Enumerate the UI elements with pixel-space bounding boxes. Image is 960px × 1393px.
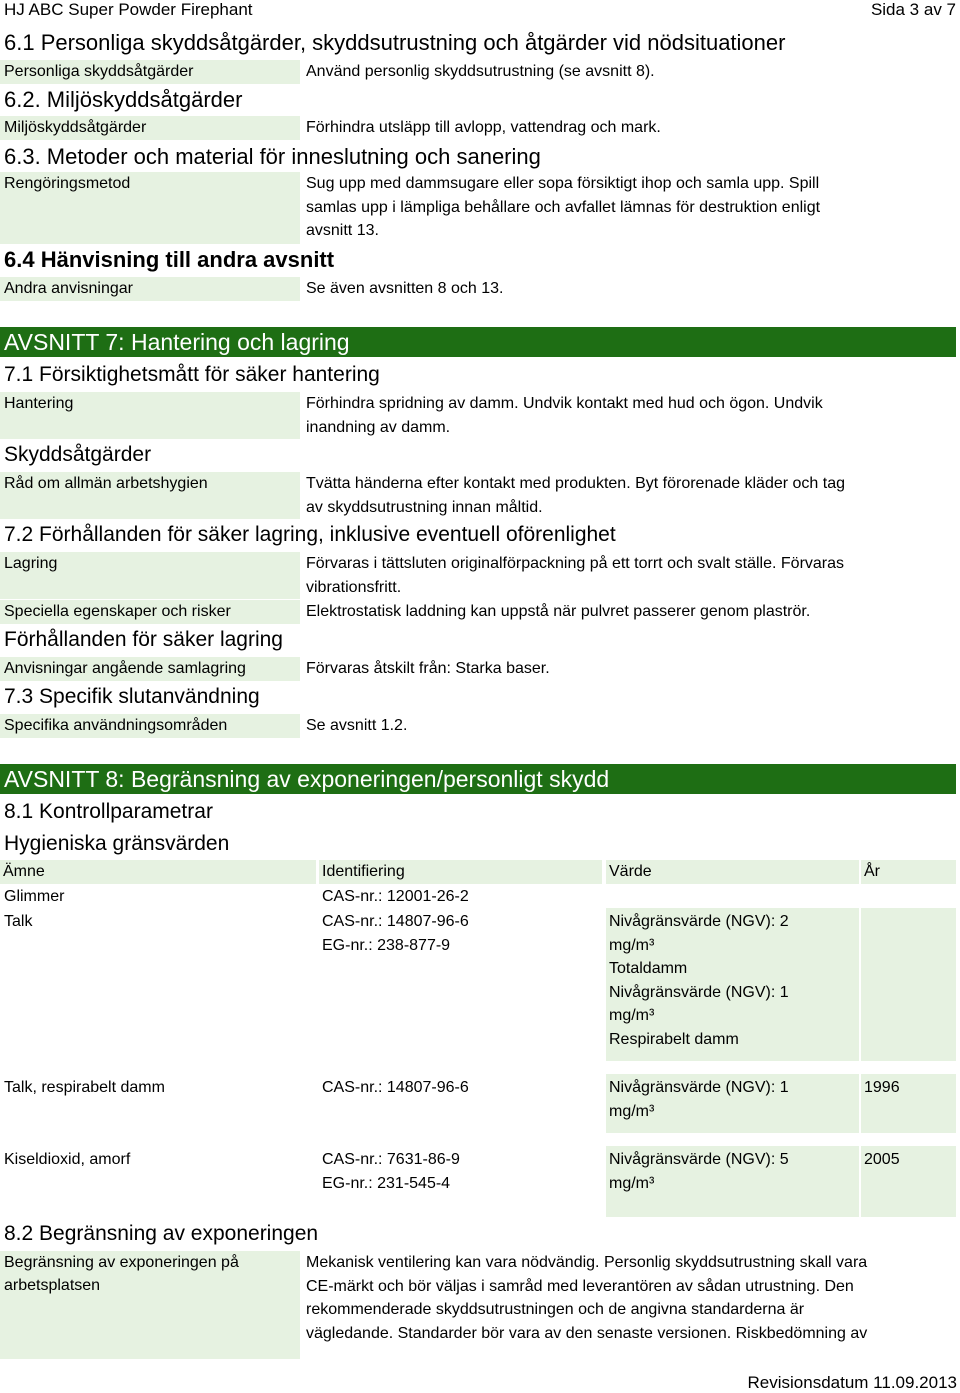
label-special-properties: Speciella egenskaper och risker xyxy=(0,600,300,624)
table-row-identification xyxy=(322,1076,469,1100)
heading-hygiene-limits: Hygieniska gränsvärden xyxy=(4,832,230,855)
value-personal-protection: Använd personlig skyddsutrustning (se avsnitt 8). xyxy=(306,63,655,80)
heading-6-1: 6.1 Personliga skyddsåtgärder, skyddsutrustning och åtgärder vid nödsituationer xyxy=(4,30,786,55)
label-other-references: Andra anvisningar xyxy=(0,277,300,301)
value-hygiene xyxy=(306,472,845,519)
text-line: rekommenderade skyddsutrustningen och de angivna standarderna är xyxy=(306,1301,805,1318)
table-row-substance: Kiseldioxid, amorf xyxy=(4,1151,131,1168)
table-row-value xyxy=(609,1148,789,1195)
heading-storage-conditions: Förhållanden för säker lagring xyxy=(4,628,283,651)
table-row-identification xyxy=(322,885,469,909)
table-row-value xyxy=(609,1076,789,1123)
heading-7-3: 7.3 Specifik slutanvändning xyxy=(4,685,260,708)
text-line: Förvaras i tättsluten originalförpackning på ett torrt och svalt ställe. Förvaras xyxy=(306,555,845,572)
table-row-year: 2005 xyxy=(864,1151,900,1168)
row-gap xyxy=(606,1061,956,1074)
value-mixed-storage: Förvaras åtskilt från: Starka baser. xyxy=(306,660,550,677)
value-cleaning-method xyxy=(306,172,956,243)
table-header-value: Värde xyxy=(606,860,859,884)
text-line: inandning av damm. xyxy=(306,418,451,436)
text-line: Totaldamm xyxy=(609,960,688,977)
text-line: vägledande. Standarder bör vara av den senaste versionen. Riskbedömning av xyxy=(306,1324,868,1342)
text-line: Nivågränsvärde (NGV): 1 xyxy=(609,1079,789,1096)
text-line: Respirabelt damm xyxy=(609,1030,739,1048)
text-line: Tvätta händerna efter kontakt med produkten. Byt förorenade kläder och tag xyxy=(306,475,845,492)
value-exposure-limit xyxy=(306,1251,867,1345)
page-number: Sida 3 av 7 xyxy=(870,0,956,19)
text-line: CAS-nr.: 12001-26-2 xyxy=(322,888,469,905)
heading-8-1: 8.1 Kontrollparametrar xyxy=(4,800,213,823)
label-specific-uses: Specifika användningsområden xyxy=(0,714,300,738)
value-environmental: Förhindra utsläpp till avlopp, vattendrag och mark. xyxy=(306,119,661,136)
text-line: EG-nr.: 231-545-4 xyxy=(322,1174,451,1192)
text-line: Sug upp med dammsugare eller sopa försiktigt ihop och samla upp. Spill xyxy=(306,175,820,192)
label-handling: Hantering xyxy=(0,392,300,439)
text-line: samlas upp i lämpliga behållare och avfallet lämnas för destruktion enligt xyxy=(306,198,821,216)
heading-6-2: 6.2. Miljöskyddsåtgärder xyxy=(4,87,243,112)
value-other-references: Se även avsnitten 8 och 13. xyxy=(306,280,504,297)
label-hygiene: Råd om allmän arbetshygien xyxy=(0,472,300,519)
row-gap xyxy=(606,1133,956,1146)
table-row-year: 1996 xyxy=(864,1079,900,1096)
heading-6-4: 6.4 Hänvisning till andra avsnitt xyxy=(4,247,335,272)
section-8-band: AVSNITT 8: Begränsning av exponeringen/personligt skydd xyxy=(0,764,956,794)
table-header-year: År xyxy=(861,860,956,884)
revision-date: Revisionsdatum 11.09.2013 xyxy=(747,1373,957,1392)
text-line: mg/m³ xyxy=(609,1007,655,1024)
text-line: Mekanisk ventilering kan vara nödvändig. Personlig skyddsutrustning skall vara xyxy=(306,1254,868,1271)
text-line: CAS-nr.: 7631-86-9 xyxy=(322,1151,460,1168)
text-line: CE-märkt och bör väljas i samråd med leverantören av sådan utrustning. Den xyxy=(306,1277,854,1295)
text-line: avsnitt 13. xyxy=(306,222,379,239)
label-mixed-storage: Anvisningar angående samlagring xyxy=(0,657,300,681)
table-row-value xyxy=(609,910,789,1051)
text-line: CAS-nr.: 14807-96-6 xyxy=(322,1079,469,1096)
heading-7-2: 7.2 Förhållanden för säker lagring, inklusive eventuell oförenlighet xyxy=(4,523,616,546)
value-special-properties: Elektrostatisk laddning kan uppstå när pulvret passerer genom plaströr. xyxy=(306,603,811,620)
text-line: mg/m³ xyxy=(609,1102,655,1120)
label-environmental: Miljöskyddsåtgärder xyxy=(0,116,300,140)
text-line: EG-nr.: 238-877-9 xyxy=(322,936,451,954)
text-line: mg/m³ xyxy=(609,936,655,954)
heading-7-1: 7.1 Försiktighetsmått för säker hantering xyxy=(4,363,380,386)
text-line: CAS-nr.: 14807-96-6 xyxy=(322,913,469,930)
text-line: mg/m³ xyxy=(609,1174,655,1192)
text-line: Begränsning av exponeringen på xyxy=(4,1254,239,1271)
heading-6-3: 6.3. Metoder och material för inneslutning och sanering xyxy=(4,144,541,169)
heading-protective-measures: Skyddsåtgärder xyxy=(4,443,152,466)
text-line: arbetsplatsen xyxy=(4,1277,101,1294)
section-7-band: AVSNITT 7: Hantering och lagring xyxy=(0,327,956,357)
text-line: Nivågränsvärde (NGV): 5 xyxy=(609,1151,789,1168)
value-storage xyxy=(306,552,844,599)
table-header-identification: Identifiering xyxy=(319,860,602,884)
table-row-identification xyxy=(322,910,469,957)
document-title: HJ ABC Super Powder Firephant xyxy=(4,0,253,19)
table-header-substance: Ämne xyxy=(0,860,316,884)
value-specific-uses: Se avsnitt 1.2. xyxy=(306,717,408,734)
table-row-substance: Glimmer xyxy=(4,888,65,905)
label-personal-protection: Personliga skyddsåtgärder xyxy=(0,60,300,84)
text-line: av skyddsutrustning innan måltid. xyxy=(306,498,543,516)
label-exposure-limit xyxy=(0,1251,300,1359)
table-row-substance: Talk xyxy=(4,913,33,930)
table-row-identification xyxy=(322,1148,460,1195)
label-cleaning-method: Rengöringsmetod xyxy=(0,172,300,244)
label-storage: Lagring xyxy=(0,552,300,599)
text-line: Förhindra spridning av damm. Undvik kontakt med hud och ögon. Undvik xyxy=(306,395,823,412)
text-line: Nivågränsvärde (NGV): 2 xyxy=(609,913,789,930)
heading-8-2: 8.2 Begränsning av exponeringen xyxy=(4,1222,319,1245)
text-line: Nivågränsvärde (NGV): 1 xyxy=(609,983,789,1001)
table-row-substance: Talk, respirabelt damm xyxy=(4,1079,165,1096)
value-handling xyxy=(306,392,823,439)
text-line: vibrationsfritt. xyxy=(306,578,402,596)
